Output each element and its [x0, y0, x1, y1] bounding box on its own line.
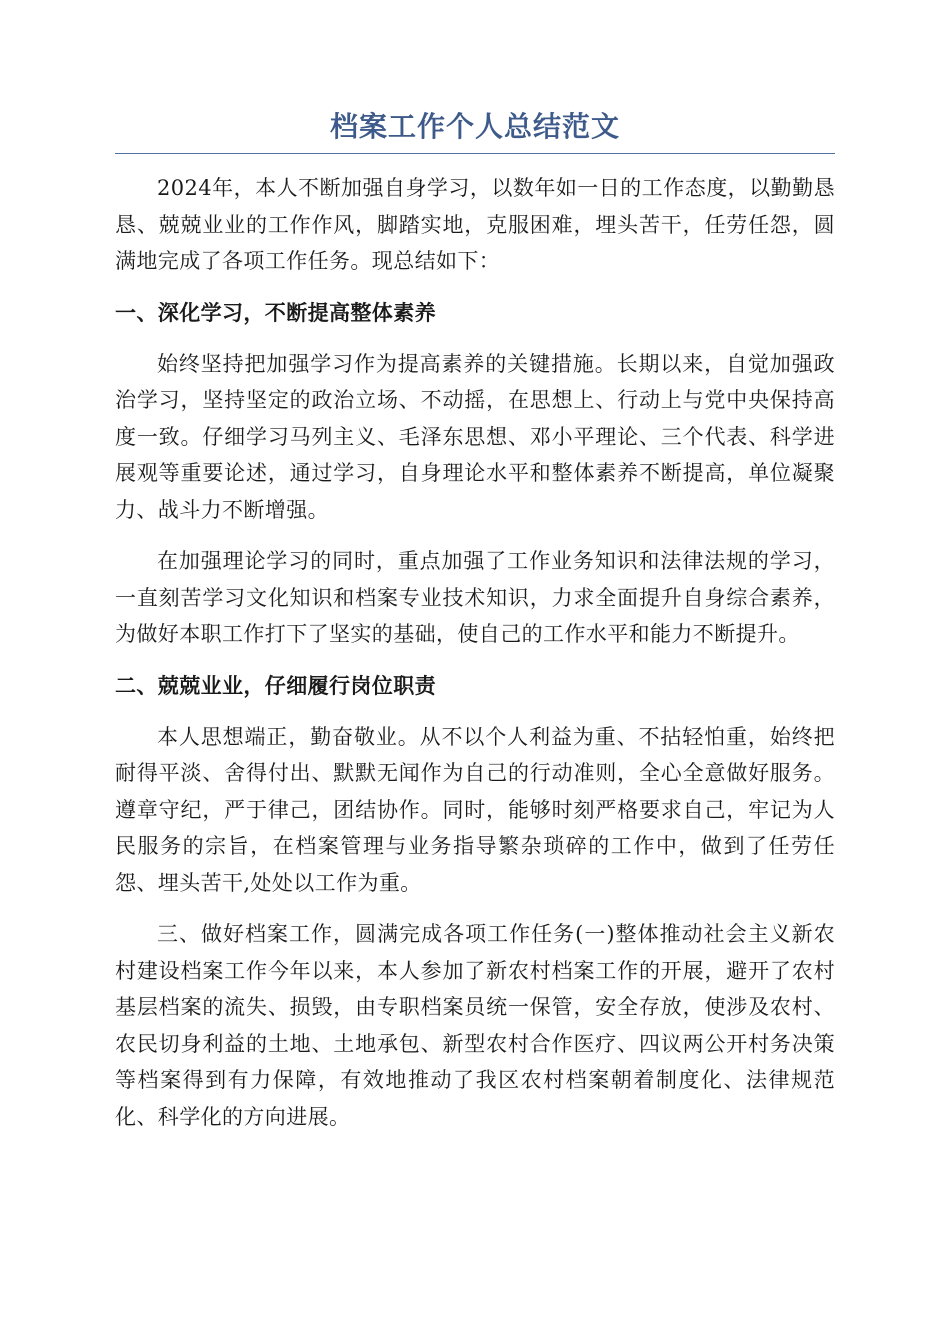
document-title: 档案工作个人总结范文	[115, 105, 835, 154]
section1-paragraph-1: 始终坚持把加强学习作为提高素养的关键措施。长期以来，自觉加强政治学习，坚持坚定的政治立场、不动摇，在思想上、行动上与党中央保持高度一致。仔细学习马列主义、毛泽东思想、邓小平理论、三个代表、科学进展观等重要论述，通过学习，自身理论水平和整体素养不断提高，单位凝聚力、战斗力不断增强。	[115, 351, 835, 522]
section2-paragraph-1: 本人思想端正，勤奋敬业。从不以个人利益为重、不拈轻怕重，始终把耐得平淡、舍得付出、默默无闻作为自己的行动准则，全心全意做好服务。遵章守纪，严于律己，团结协作。同时，能够时刻严格要求自己，牢记为人民服务的宗旨，在档案管理与业务指导繁杂琐碎的工作中，做到了任劳任怨、埋头苦干,处处以工作为重。	[115, 724, 835, 895]
section-heading-2: 二、兢兢业业，仔细履行岗位职责	[115, 672, 436, 698]
section-heading-1: 一、深化学习，不断提高整体素养	[115, 299, 436, 325]
document-page	[115, 105, 835, 1135]
section1-paragraph-2: 在加强理论学习的同时，重点加强了工作业务知识和法律法规的学习，一直刻苦学习文化知识和档案专业技术知识，力求全面提升自身综合素养，为做好本职工作打下了坚实的基础，使自己的工作水平和能力不断提升。	[115, 549, 835, 646]
intro-paragraph: 2024年，本人不断加强自身学习，以数年如一日的工作态度，以勤勤恳恳、兢兢业业的工作作风，脚踏实地，克服困难，埋头苦干，任劳任怨，圆满地完成了各项工作任务。现总结如下：	[115, 176, 835, 273]
section2-paragraph-2: 三、做好档案工作，圆满完成各项工作任务(一)整体推动社会主义新农村建设档案工作今年以来，本人参加了新农村档案工作的开展，避开了农村基层档案的流失、损毁，由专职档案员统一保管，安全存放，使涉及农村、农民切身利益的土地、土地承包、新型农村合作医疗、四议两公开村务决策等档案得到有力保障，有效地推动了我区农村档案朝着制度化、法律规范化、科学化的方向进展。	[115, 922, 835, 1129]
